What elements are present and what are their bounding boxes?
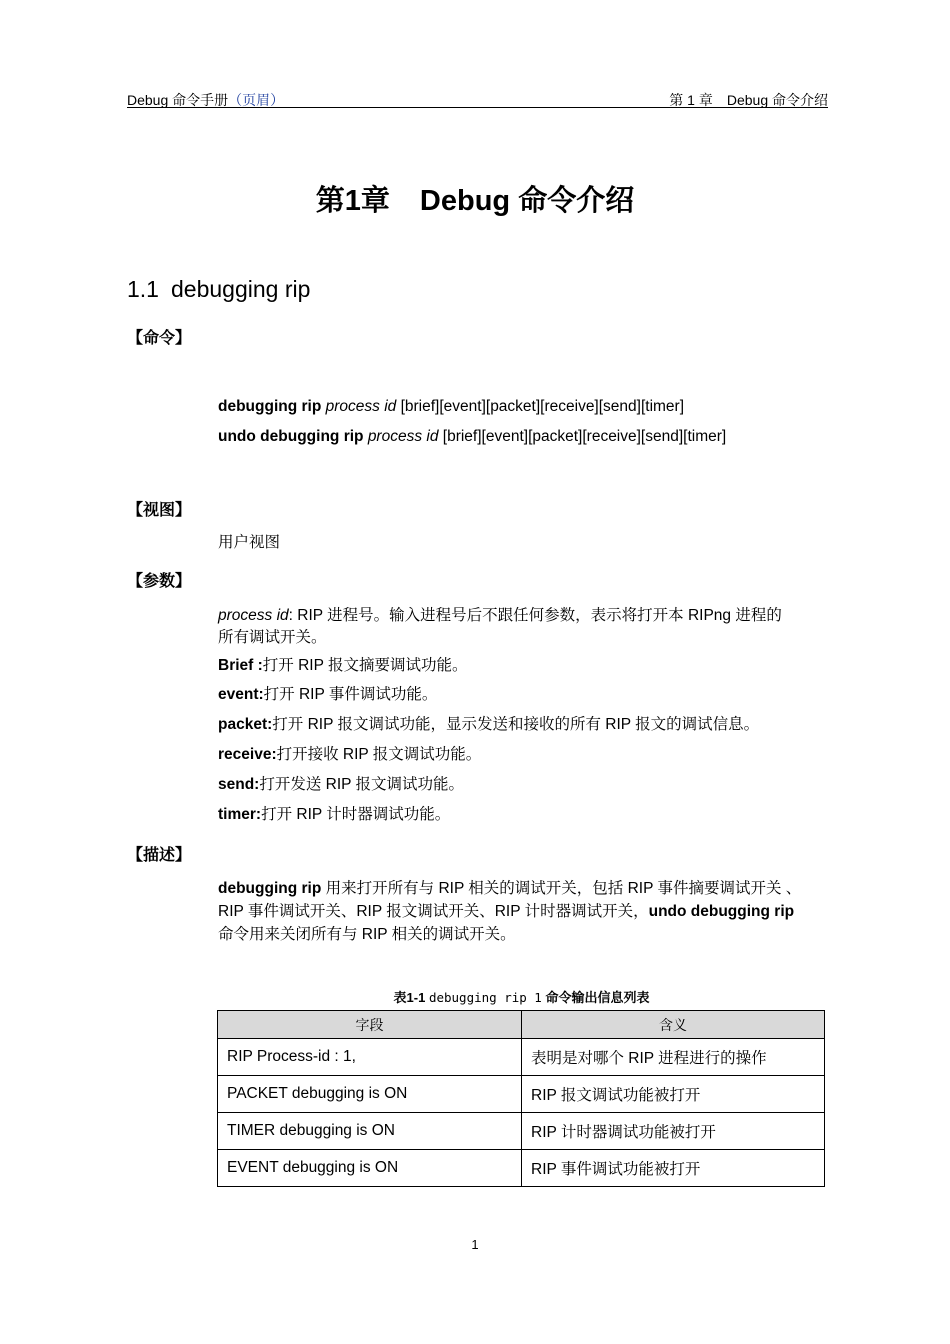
caption-suffix: 命令输出信息列表 [541, 990, 650, 1005]
command-arg: process id [325, 398, 397, 415]
caption-prefix: 表1-1 [393, 990, 429, 1005]
chapter-name: Debug 命令介绍 [419, 185, 635, 217]
undo-command-syntax [218, 428, 726, 446]
desc-text: 用来打开所有与 RIP 相关的调试开关，包括 RIP 事件摘要调试开关 、 [321, 880, 802, 897]
param-desc: 打开 RIP 计时器调试功能。 [261, 806, 451, 823]
param-desc: 打开接收 RIP 报文调试功能。 [276, 746, 482, 763]
param-name: send: [218, 776, 260, 793]
param-name: receive: [218, 746, 277, 763]
label-view: 【视图】 [127, 500, 192, 519]
undo-command-options: [brief][event][packet][receive][send][timer] [438, 428, 727, 445]
param-name: timer: [218, 806, 262, 823]
param-process-id-name: process id [218, 607, 289, 624]
cell-field: RIP Process-id : 1, [218, 1039, 522, 1076]
table-row [218, 1076, 825, 1113]
desc-line-3: 命令用来关闭所有与 RIP 相关的调试开关。 [218, 926, 516, 943]
desc-line-2 [218, 899, 794, 921]
caption-command: debugging rip 1 [428, 990, 542, 1005]
param-item [218, 772, 464, 794]
chapter-title [0, 178, 950, 219]
param-desc: 打开 RIP 报文调试功能，显示发送和接收的所有 RIP 报文的调试信息。 [272, 716, 760, 733]
param-name: packet: [218, 716, 273, 733]
param-item [218, 653, 467, 675]
label-command: 【命令】 [127, 328, 192, 347]
table-caption [218, 987, 825, 1006]
table-row [218, 1150, 825, 1187]
page-number: 1 [471, 1237, 479, 1252]
page-header [127, 88, 828, 108]
cell-meaning: 表明是对哪个 RIP 进程进行的操作 [522, 1039, 825, 1076]
undo-command-arg: process id [367, 428, 439, 445]
command-options: [brief][event][packet][receive][send][timer] [396, 398, 685, 415]
command-keyword: debugging rip [218, 398, 326, 415]
table-row [218, 1039, 825, 1076]
param-process-id-desc: : RIP 进程号。输入进程号后不跟任何参数，表示将打开本 RIPng 进程的 [288, 607, 782, 624]
desc-line-1 [218, 876, 801, 898]
param-item [218, 802, 450, 824]
header-right: 第 1 章 Debug 命令介绍 [669, 92, 828, 108]
section-title [127, 276, 310, 303]
label-params: 【参数】 [127, 571, 192, 590]
cell-field: TIMER debugging is ON [218, 1113, 522, 1150]
param-item [218, 682, 437, 704]
param-item [218, 742, 481, 764]
param-process-id [218, 603, 782, 625]
section-number: 1.1 [127, 276, 159, 302]
cell-field: PACKET debugging is ON [218, 1076, 522, 1113]
column-header-meaning: 含义 [522, 1011, 825, 1039]
command-syntax [218, 398, 684, 416]
desc-cmd: debugging rip [218, 880, 322, 897]
output-table [217, 1010, 825, 1187]
param-process-id-desc-cont: 所有调试开关。 [218, 629, 327, 646]
header-paren-note: （页眉） [228, 92, 285, 108]
cell-field: EVENT debugging is ON [218, 1150, 522, 1187]
desc-text: RIP 事件调试开关、RIP 报文调试开关、RIP 计时器调试开关， [218, 903, 649, 920]
column-header-field: 字段 [218, 1011, 522, 1039]
label-desc: 【描述】 [127, 845, 192, 864]
header-left [127, 90, 284, 110]
view-text: 用户视图 [218, 534, 281, 551]
chapter-number: 第1章 [315, 185, 390, 217]
cell-meaning: RIP 事件调试功能被打开 [522, 1150, 825, 1187]
desc-undo-cmd: undo debugging rip [648, 903, 795, 920]
header-manual-title: Debug 命令手册 [127, 92, 229, 108]
cell-meaning: RIP 计时器调试功能被打开 [522, 1113, 825, 1150]
param-name: event: [218, 686, 264, 703]
table-header-row [218, 1011, 825, 1039]
section-name: debugging rip [170, 276, 311, 302]
table-row [218, 1113, 825, 1150]
param-item [218, 712, 759, 734]
undo-command-keyword: undo debugging rip [218, 428, 368, 445]
param-desc: 打开 RIP 报文摘要调试功能。 [262, 657, 468, 674]
param-desc: 打开发送 RIP 报文调试功能。 [259, 776, 465, 793]
cell-meaning: RIP 报文调试功能被打开 [522, 1076, 825, 1113]
param-name: Brief : [218, 657, 263, 674]
param-desc: 打开 RIP 事件调试功能。 [263, 686, 438, 703]
